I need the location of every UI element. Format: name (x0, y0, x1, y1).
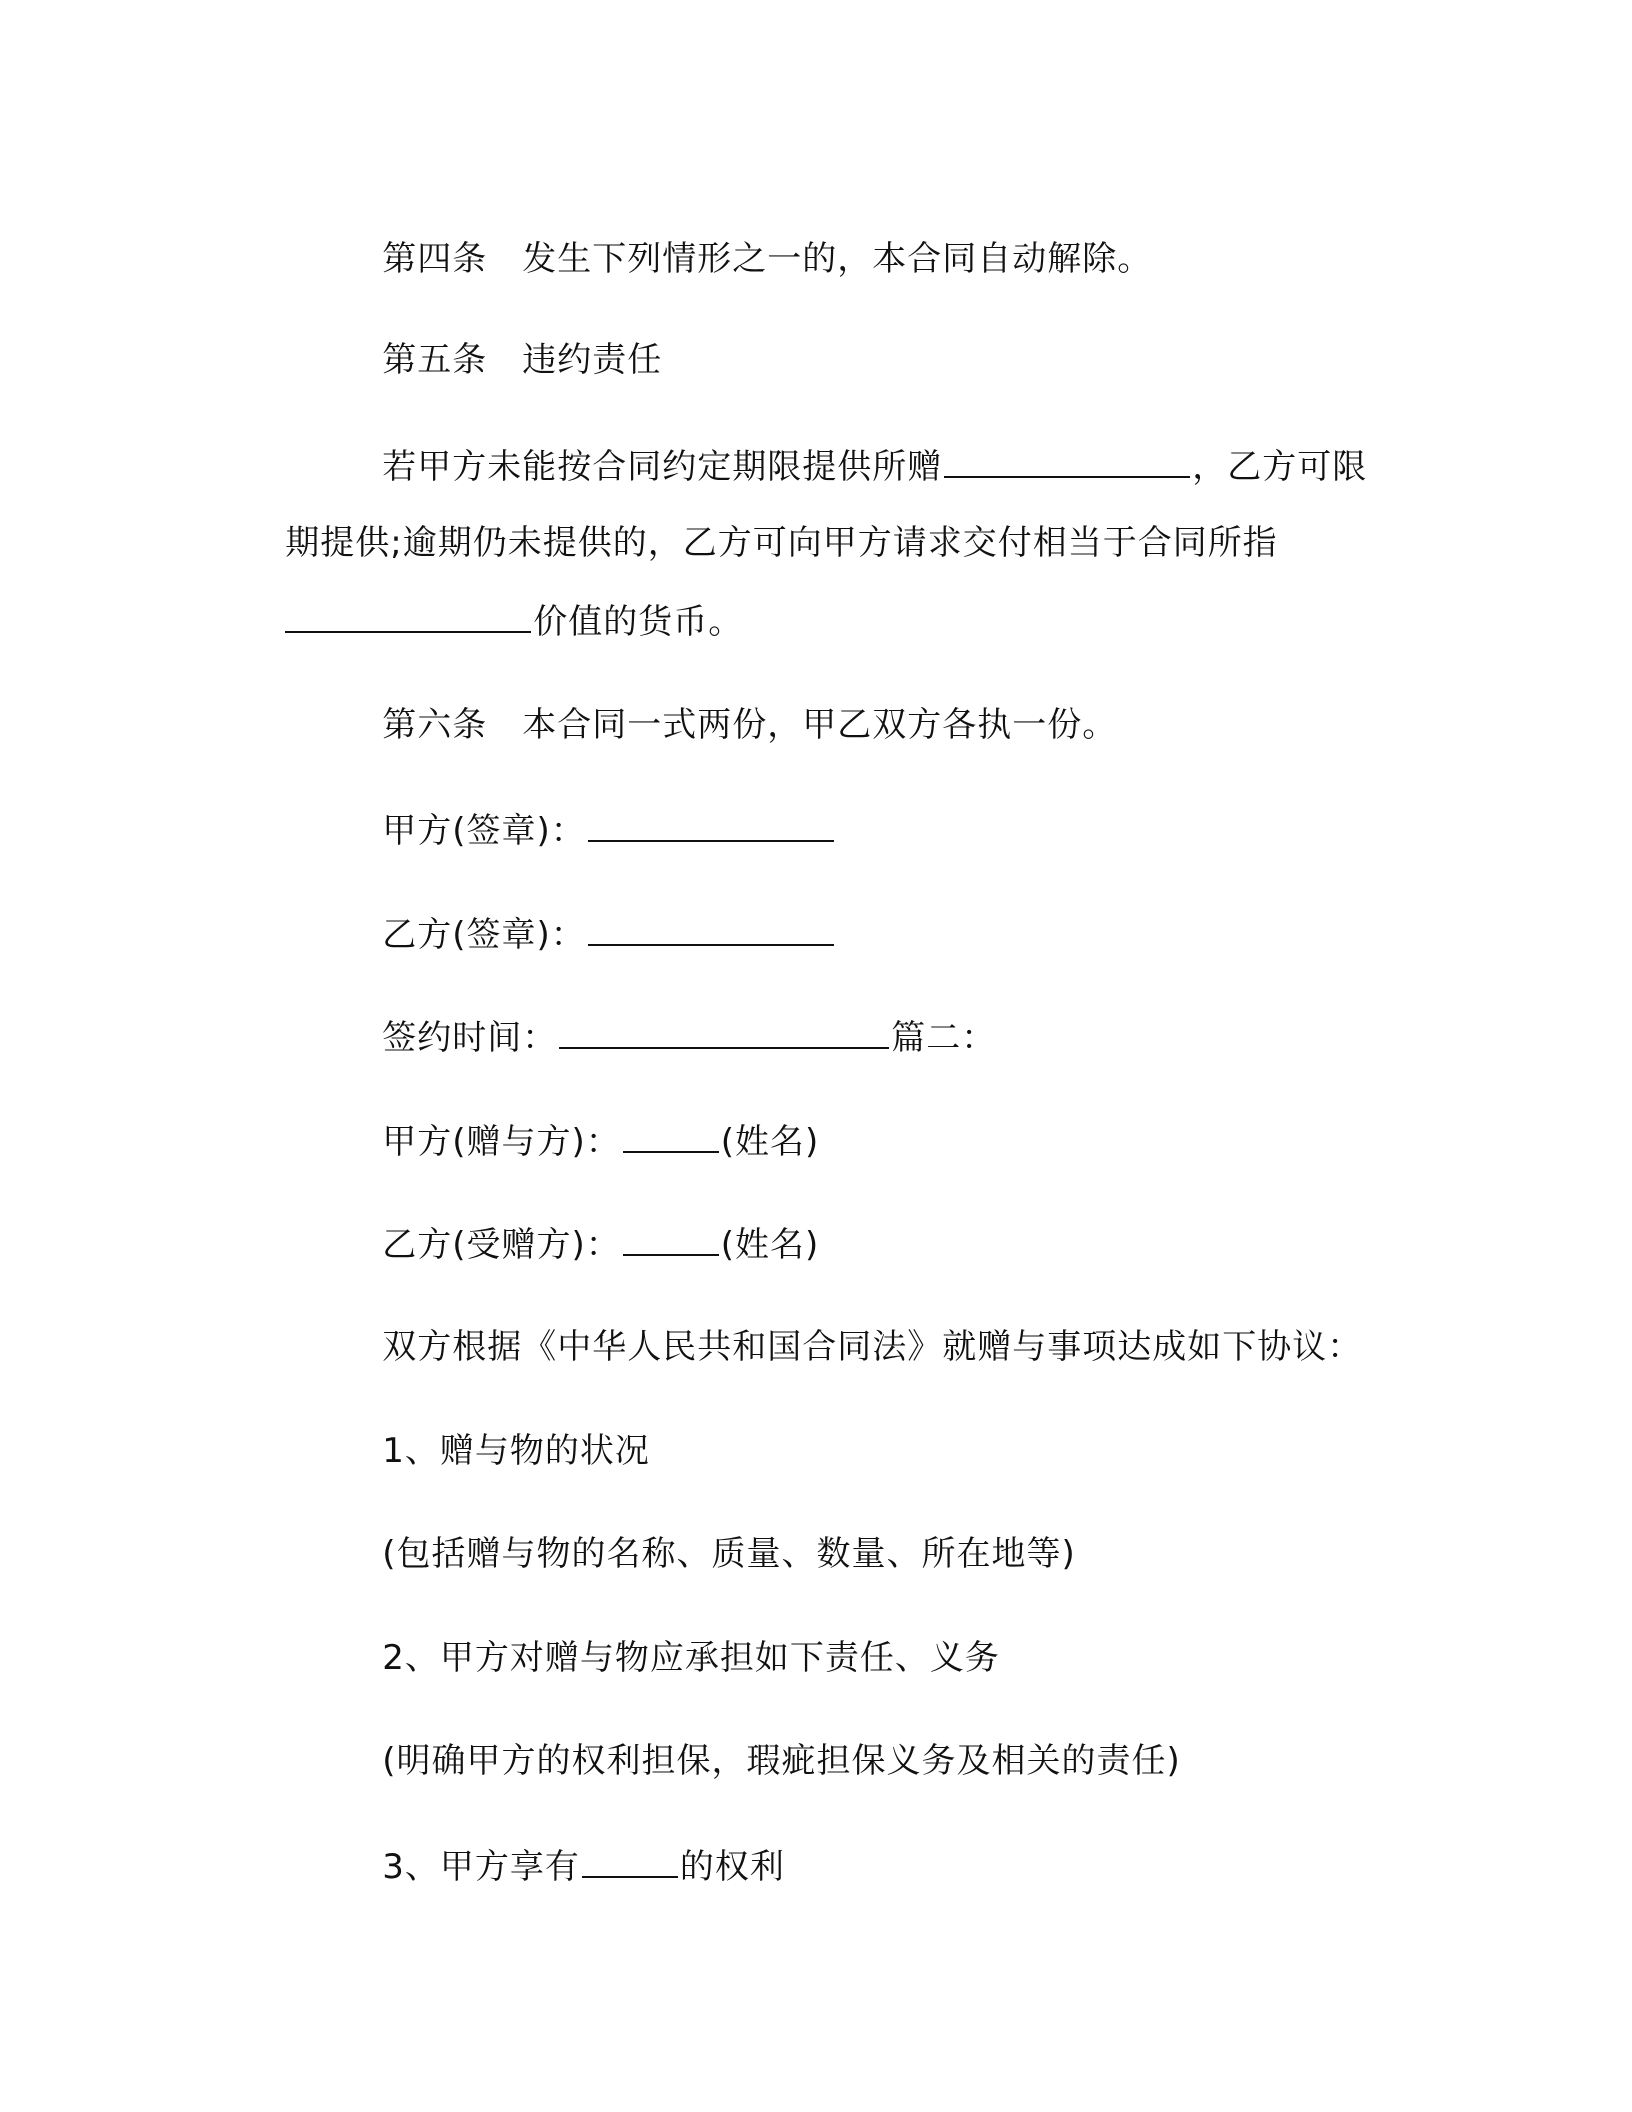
breach-text-c: 期提供;逾期仍未提供的，乙方可向甲方请求交付相当于合同所指 (285, 523, 1278, 563)
agreement-intro-text: 双方根据《中华人民共和国合同法》就赠与事项达成如下协议： (382, 1327, 1363, 1367)
item-1-text: 1、赠与物的状况 (382, 1431, 650, 1471)
part-two-heading: 篇二： (891, 1018, 997, 1058)
item-3-text-a: 3、甲方享有 (382, 1847, 580, 1887)
breach-text-b: ，乙方可限 (1192, 447, 1368, 487)
party-a-signature-label: 甲方(签章)： (382, 811, 586, 851)
donee-name-blank (623, 1222, 719, 1256)
donee-label: 乙方(受赠方)： (382, 1225, 621, 1265)
breach-text-a: 若甲方未能按合同约定期限提供所赠 (382, 447, 943, 487)
donee-name-suffix: (姓名) (720, 1225, 820, 1265)
article-4-text: 第四条 发生下列情形之一的，本合同自动解除。 (382, 239, 1153, 279)
donor-name-blank (623, 1119, 719, 1153)
item-2-note-text: (明确甲方的权利担保，瑕疵担保义务及相关的责任) (382, 1741, 1181, 1781)
breach-text-d: 价值的货币。 (533, 602, 744, 642)
article-6-text: 第六条 本合同一式两份，甲乙双方各执一份。 (382, 705, 1118, 745)
donor-label: 甲方(赠与方)： (382, 1122, 621, 1162)
party-a-signature-blank (588, 808, 834, 842)
item-3-text-b: 的权利 (679, 1847, 785, 1887)
article-5-text: 第五条 违约责任 (382, 340, 663, 380)
party-b-signature-blank (588, 912, 834, 946)
signing-date-blank (559, 1015, 889, 1049)
value-item-blank (285, 599, 531, 633)
gift-item-blank (944, 444, 1190, 478)
donor-name-suffix: (姓名) (720, 1122, 820, 1162)
party-b-signature-label: 乙方(签章)： (382, 915, 586, 955)
item-3-blank (582, 1844, 678, 1878)
item-1-note-text: (包括赠与物的名称、质量、数量、所在地等) (382, 1534, 1076, 1574)
item-3 (335, 1802, 785, 1930)
item-2-text: 2、甲方对赠与物应承担如下责任、义务 (382, 1638, 1000, 1678)
signing-date-label: 签约时间： (382, 1018, 558, 1058)
